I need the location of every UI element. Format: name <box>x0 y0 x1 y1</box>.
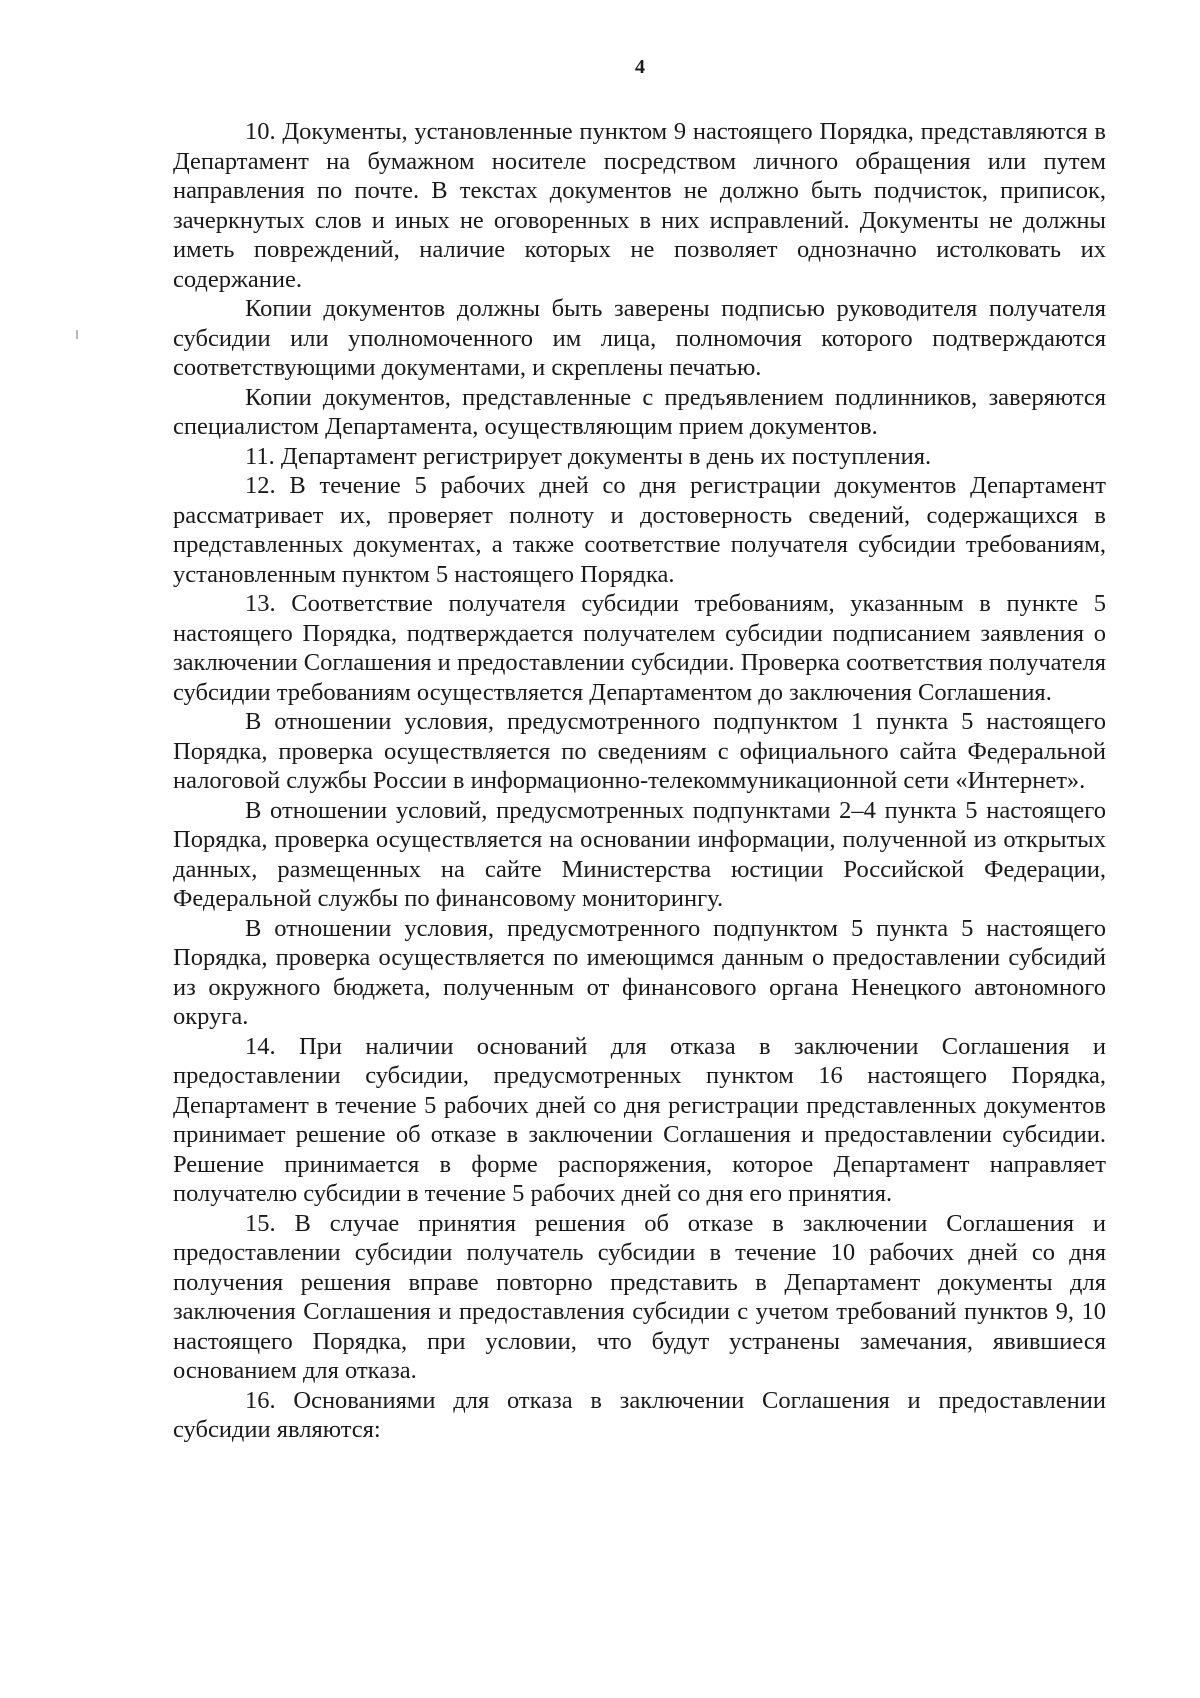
paragraph-item-14: 14. При наличии оснований для отказа в заключении Соглашения и предоставлении субсидии, предусмотренных пунктом 16 настоящего Порядка, Департамент в течение 5 рабочих дней со дня регистрации представленных документов принимает решение об отказе в заключении Соглашения и предоставлении субсидии. Решение принимается в форме распоряжения, которое Департамент направляет получателю субсидии в течение 5 рабочих дней со дня его принятия. <box>173 1032 1106 1207</box>
paragraph-copies-certified: Копии документов должны быть заверены подписью руководителя получателя субсидии или уполномоченного им лица, полномочия которого подтверждаются соответствующими документами, и скреплены печатью. <box>173 295 1106 381</box>
paragraph-item-15: 15. В случае принятия решения об отказе в заключении Соглашения и предоставлении субсидии получатель субсидии в течение 10 рабочих дней со дня получения решения вправе повторно представить в Департамент документы для заключения Соглашения и предоставления субсидии с учетом требований пунктов 9, 10 настоящего Порядка, при условии, что будут устранены замечания, явившиеся основанием для отказа. <box>173 1209 1106 1384</box>
page-number: 4 <box>635 56 645 78</box>
paragraph-item-11: 11. Департамент регистрирует документы в день их поступления. <box>245 442 932 470</box>
paragraph-item-13: 13. Соответствие получателя субсидии требованиям, указанным в пункте 5 настоящего Порядка, подтверждается получателем субсидии подписанием заявления о заключении Соглашения и предоставлении субсидии. Проверка соответствия получателя субсидии требованиям осуществляется Департаментом до заключения Соглашения. <box>173 590 1106 706</box>
paragraph-copies-originals: Копии документов, представленные с предъявлением подлинников, заверяются специалистом Департамента, осуществляющим прием документов. <box>173 383 1106 440</box>
paragraph-condition-5: В отношении условия, предусмотренного подпунктом 5 пункта 5 настоящего Порядка, проверка осуществляется по имеющимся данным о предоставлении субсидий из окружного бюджета, полученным от финансового органа Ненецкого автономного округа. <box>173 914 1106 1030</box>
paragraph-item-16: 16. Основаниями для отказа в заключении Соглашения и предоставлении субсидии являются: <box>173 1386 1106 1443</box>
paragraph-item-10: 10. Документы, установленные пунктом 9 настоящего Порядка, представляются в Департамент на бумажном носителе посредством личного обращения или путем направления по почте. В текстах документов не должно быть подчисток, приписок, зачеркнутых слов и иных не оговоренных в них исправлений. Документы не должны иметь повреждений, наличие которых не позволяет однозначно истолковать их содержание. <box>173 118 1106 293</box>
scan-artifact <box>76 330 78 339</box>
document-body <box>173 117 1106 1445</box>
paragraph-condition-1: В отношении условия, предусмотренного подпунктом 1 пункта 5 настоящего Порядка, проверка осуществляется по сведениям с официального сайта Федеральной налоговой службы России в информационно-телекоммуникационной сети «Интернет». <box>173 708 1106 794</box>
paragraph-conditions-2-4: В отношении условий, предусмотренных подпунктами 2–4 пункта 5 настоящего Порядка, проверка осуществляется на основании информации, полученной из открытых данных, размещенных на сайте Министерства юстиции Российской Федерации, Федеральной службы по финансовому мониторингу. <box>173 796 1106 912</box>
paragraph-item-12: 12. В течение 5 рабочих дней со дня регистрации документов Департамент рассматривает их, проверяет полноту и достоверность сведений, содержащихся в представленных документах, а также соответствие получателя субсидии требованиям, установленным пунктом 5 настоящего Порядка. <box>173 472 1106 588</box>
